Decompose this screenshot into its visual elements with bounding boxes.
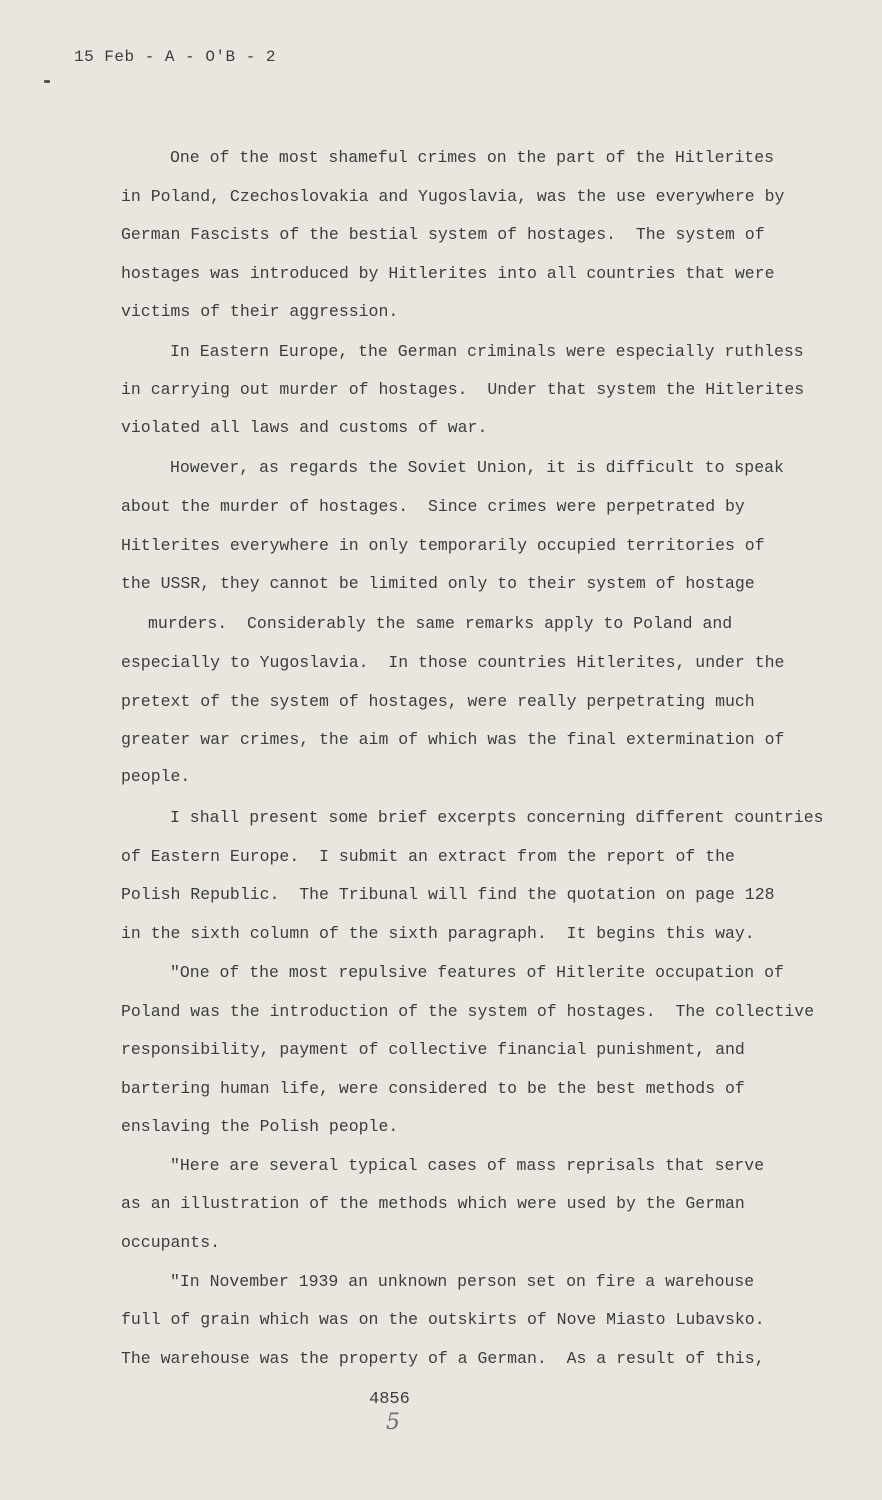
text-line: enslaving the Polish people.	[121, 1117, 399, 1136]
text-line: in Poland, Czechoslovakia and Yugoslavia, was the use everywhere by	[121, 187, 785, 206]
text-line: in carrying out murder of hostages. Under that system the Hitlerites	[121, 380, 805, 399]
text-line: In Eastern Europe, the German criminals were especially ruthless	[170, 342, 804, 361]
text-line: "One of the most repulsive features of Hitlerite occupation of	[170, 963, 784, 982]
text-line: the USSR, they cannot be limited only to their system of hostage	[121, 574, 755, 593]
text-line: greater war crimes, the aim of which was the final extermination of	[121, 730, 785, 749]
text-line: hostages was introduced by Hitlerites into all countries that were	[121, 264, 775, 283]
text-line: "In November 1939 an unknown person set on fire a warehouse	[170, 1272, 755, 1291]
text-line: I shall present some brief excerpts concerning different countries	[170, 808, 824, 827]
text-line: in the sixth column of the sixth paragraph. It begins this way.	[121, 924, 755, 943]
text-line: violated all laws and customs of war.	[121, 418, 488, 437]
handwritten-page-number: 5	[386, 1410, 400, 1435]
text-line: Polish Republic. The Tribunal will find the quotation on page 128	[121, 885, 775, 904]
edge-mark	[44, 80, 50, 83]
text-line: especially to Yugoslavia. In those countries Hitlerites, under the	[121, 653, 785, 672]
text-line: people.	[121, 767, 191, 786]
text-line: about the murder of hostages. Since crimes were perpetrated by	[121, 497, 745, 516]
text-line: as an illustration of the methods which were used by the German	[121, 1194, 745, 1213]
text-line: Poland was the introduction of the system of hostages. The collective	[121, 1002, 815, 1021]
document-reference: 15 Feb - A - O'B - 2	[74, 48, 277, 66]
text-line: One of the most shameful crimes on the part of the Hitlerites	[170, 148, 774, 167]
text-line: The warehouse was the property of a German. As a result of this,	[121, 1349, 765, 1368]
text-line: However, as regards the Soviet Union, it is difficult to speak	[170, 458, 784, 477]
text-line: of Eastern Europe. I submit an extract from the report of the	[121, 847, 735, 866]
text-line: pretext of the system of hostages, were really perpetrating much	[121, 692, 755, 711]
text-line: full of grain which was on the outskirts of Nove Miasto Lubavsko.	[121, 1310, 765, 1329]
text-line: bartering human life, were considered to be the best methods of	[121, 1079, 745, 1098]
text-line: responsibility, payment of collective financial punishment, and	[121, 1040, 745, 1059]
text-line: murders. Considerably the same remarks apply to Poland and	[148, 614, 733, 633]
text-line: victims of their aggression.	[121, 302, 399, 321]
text-line: occupants.	[121, 1233, 221, 1252]
text-line: Hitlerites everywhere in only temporarily occupied territories of	[121, 536, 765, 555]
text-line: "Here are several typical cases of mass reprisals that serve	[170, 1156, 765, 1175]
text-line: German Fascists of the bestial system of hostages. The system of	[121, 225, 765, 244]
page-number: 4856	[369, 1390, 410, 1409]
